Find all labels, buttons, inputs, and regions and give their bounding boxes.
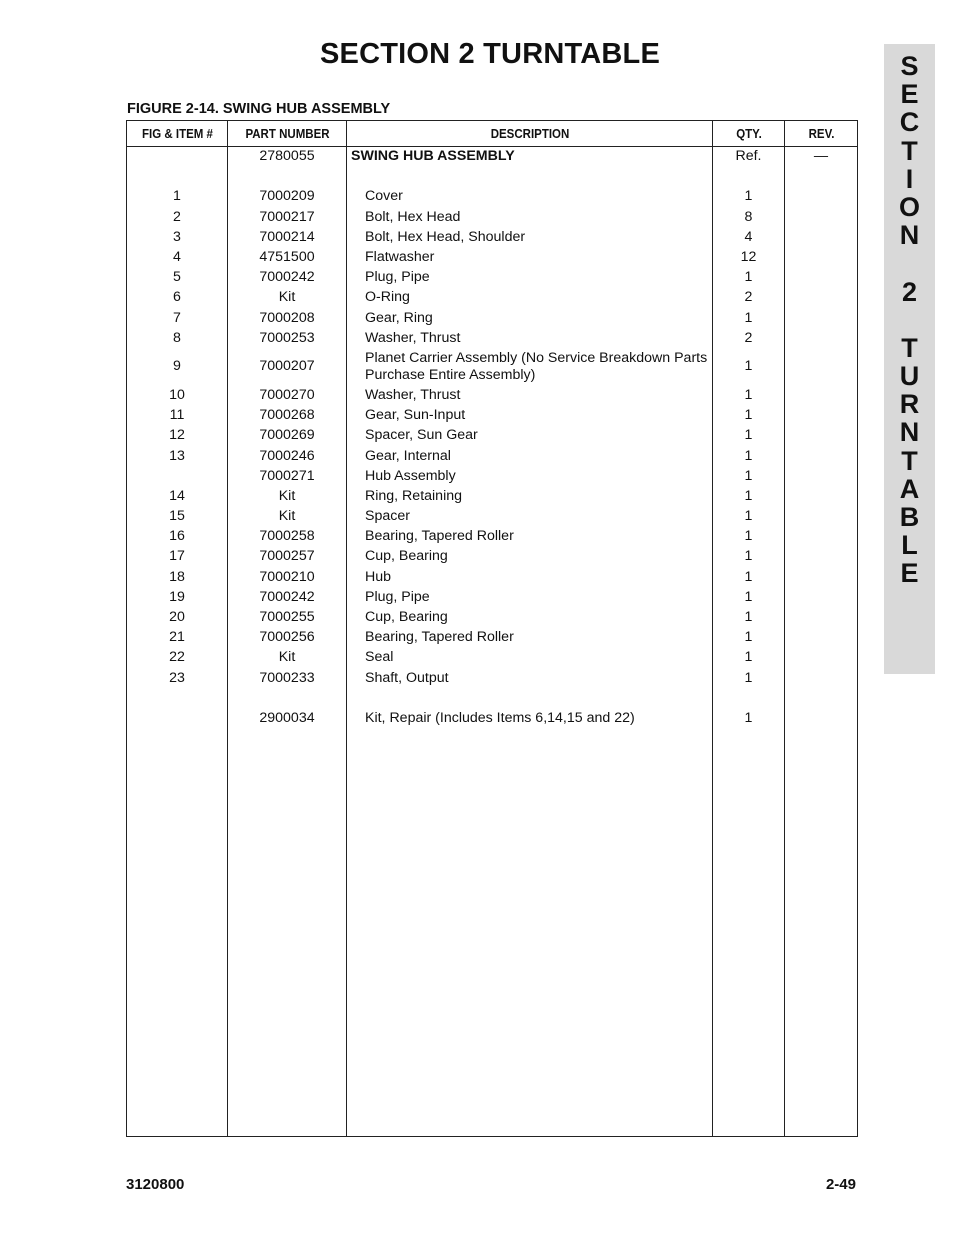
item-cell: 7: [127, 308, 228, 328]
part-number-cell: 7000210: [228, 567, 347, 587]
section-tab-letter: U: [899, 361, 920, 392]
rev-cell: [785, 207, 858, 227]
description-cell: [347, 607, 713, 627]
rev-cell: [785, 426, 858, 446]
col-header-description: DESCRIPTION: [361, 121, 698, 147]
rev-cell: [785, 268, 858, 288]
section-tab-letter: N: [899, 220, 920, 251]
qty-cell: 1: [713, 547, 785, 567]
item-cell: 5: [127, 268, 228, 288]
rev-cell: [785, 708, 858, 728]
qty-cell: [713, 688, 785, 708]
rev-cell: [785, 385, 858, 405]
item-cell: [127, 688, 228, 708]
table-header-row: [127, 121, 858, 147]
section-tab: [884, 44, 935, 674]
description-cell: [347, 708, 713, 728]
filler-cell: [347, 729, 713, 1137]
description-text: SWING HUB ASSEMBLY: [351, 148, 515, 165]
section-tab-letter: B: [899, 502, 920, 532]
description-cell: [347, 527, 713, 547]
description-cell: [347, 187, 713, 207]
description-cell: [347, 507, 713, 527]
description-text: Gear, Internal: [365, 447, 451, 464]
section-tab-letter: T: [901, 135, 918, 166]
part-number-cell: 7000268: [228, 406, 347, 426]
rev-cell: [785, 328, 858, 348]
qty-cell: 8: [713, 207, 785, 227]
table-row: [127, 385, 858, 405]
description-cell: [347, 486, 713, 506]
item-cell: 1: [127, 187, 228, 207]
qty-cell: 1: [713, 348, 785, 385]
description-text: Seal: [365, 649, 394, 666]
item-cell: [127, 708, 228, 728]
item-cell: 10: [127, 385, 228, 405]
description-cell: [347, 147, 713, 167]
table-row: [127, 527, 858, 547]
rev-cell: [785, 288, 858, 308]
description-text: Spacer: [365, 508, 410, 525]
description-cell: [347, 288, 713, 308]
description-cell: [347, 247, 713, 267]
part-number-cell: 7000253: [228, 328, 347, 348]
parts-table-body: [127, 147, 858, 1137]
part-number-cell: 2780055: [228, 147, 347, 167]
part-number-cell: 7000257: [228, 547, 347, 567]
table-row: [127, 607, 858, 627]
section-tab-gap: [884, 249, 935, 277]
rev-cell: [785, 446, 858, 466]
table-row: [127, 426, 858, 446]
description-text: O-Ring: [365, 289, 410, 306]
doc-number: 3120800: [126, 1176, 185, 1193]
qty-cell: 12: [713, 247, 785, 267]
description-cell: [347, 446, 713, 466]
part-number-cell: 7000214: [228, 227, 347, 247]
section-tab-letter: E: [900, 558, 919, 589]
table-row: [127, 446, 858, 466]
description-cell: [347, 567, 713, 587]
qty-cell: 1: [713, 308, 785, 328]
rev-cell: [785, 348, 858, 385]
rev-cell: [785, 187, 858, 207]
description-text: Bearing, Tapered Roller: [365, 629, 514, 646]
parts-table: [126, 120, 858, 1137]
description-text: Gear, Ring: [365, 309, 433, 326]
part-number-cell: 7000242: [228, 587, 347, 607]
item-cell: 13: [127, 446, 228, 466]
description-text: Bolt, Hex Head: [365, 208, 461, 225]
description-cell: [347, 466, 713, 486]
item-cell: 16: [127, 527, 228, 547]
item-cell: 23: [127, 668, 228, 688]
table-row: [127, 207, 858, 227]
rev-cell: [785, 247, 858, 267]
section-tab-letter: T: [901, 332, 918, 363]
table-row: [127, 406, 858, 426]
item-cell: 11: [127, 406, 228, 426]
col-header-item: FIG & ITEM #: [131, 121, 224, 147]
item-cell: 3: [127, 227, 228, 247]
table-row: [127, 147, 858, 167]
section-tab-letter: 2: [901, 276, 918, 307]
rev-cell: [785, 587, 858, 607]
rev-cell: [785, 167, 858, 187]
table-row: [127, 328, 858, 348]
part-number-cell: Kit: [228, 288, 347, 308]
table-row: [127, 466, 858, 486]
qty-cell: 1: [713, 385, 785, 405]
qty-cell: 1: [713, 268, 785, 288]
section-tab-letter: O: [898, 191, 920, 222]
item-cell: [127, 466, 228, 486]
figure-title: FIGURE 2-14. SWING HUB ASSEMBLY: [127, 101, 391, 117]
table-row: [127, 587, 858, 607]
section-tab-gap: [884, 306, 935, 334]
table-row: [127, 486, 858, 506]
description-cell: [347, 628, 713, 648]
rev-cell: [785, 567, 858, 587]
qty-cell: 1: [713, 567, 785, 587]
filler-cell: [228, 729, 347, 1137]
qty-cell: 1: [713, 527, 785, 547]
item-cell: [127, 167, 228, 187]
item-cell: 19: [127, 587, 228, 607]
item-cell: 17: [127, 547, 228, 567]
item-cell: 8: [127, 328, 228, 348]
table-row: [127, 187, 858, 207]
part-number-cell: 7000209: [228, 187, 347, 207]
section-tab-letter: R: [899, 389, 920, 420]
table-filler-row: [127, 729, 858, 1137]
item-cell: 14: [127, 486, 228, 506]
rev-cell: [785, 688, 858, 708]
description-cell: [347, 227, 713, 247]
part-number-cell: [228, 167, 347, 187]
description-cell: [347, 207, 713, 227]
item-cell: 6: [127, 288, 228, 308]
description-text: Washer, Thrust: [365, 386, 461, 403]
table-row: [127, 567, 858, 587]
description-cell: [347, 648, 713, 668]
item-cell: [127, 147, 228, 167]
section-tab-letter: A: [899, 473, 920, 504]
description-text: Planet Carrier Assembly (No Service Breakdown Parts Purchase Entire Assembly): [365, 349, 708, 383]
filler-cell: [127, 729, 228, 1137]
description-text: Gear, Sun-Input: [365, 407, 466, 424]
section-tab-letter: S: [900, 51, 919, 81]
section-tab-letter: N: [899, 417, 920, 448]
rev-cell: [785, 547, 858, 567]
description-cell: [347, 426, 713, 446]
qty-cell: 1: [713, 507, 785, 527]
item-cell: 22: [127, 648, 228, 668]
rev-cell: [785, 227, 858, 247]
description-text: Plug, Pipe: [365, 588, 430, 605]
description-text: Flatwasher: [365, 249, 435, 266]
table-row: [127, 668, 858, 688]
item-cell: 9: [127, 348, 228, 385]
description-cell: [347, 668, 713, 688]
qty-cell: 1: [713, 708, 785, 728]
part-number-cell: [228, 688, 347, 708]
description-text: Shaft, Output: [365, 669, 449, 686]
qty-cell: 1: [713, 628, 785, 648]
item-cell: 18: [127, 567, 228, 587]
part-number-cell: Kit: [228, 507, 347, 527]
qty-cell: 1: [713, 187, 785, 207]
table-row: [127, 507, 858, 527]
page-title: SECTION 2 TURNTABLE: [320, 38, 660, 70]
qty-cell: 1: [713, 607, 785, 627]
item-cell: 2: [127, 207, 228, 227]
description-text: Washer, Thrust: [365, 329, 461, 346]
section-tab-letters: [884, 52, 935, 588]
table-row: [127, 247, 858, 267]
part-number-cell: 7000258: [228, 527, 347, 547]
table-row: [127, 268, 858, 288]
description-text: Bearing, Tapered Roller: [365, 528, 514, 545]
qty-cell: 1: [713, 466, 785, 486]
description-text: Bolt, Hex Head, Shoulder: [365, 228, 526, 245]
description-text: Cup, Bearing: [365, 548, 448, 565]
rev-cell: [785, 668, 858, 688]
part-number-cell: 2900034: [228, 708, 347, 728]
part-number-cell: 7000217: [228, 207, 347, 227]
qty-cell: 4: [713, 227, 785, 247]
rev-cell: [785, 527, 858, 547]
page-number: 2-49: [825, 1176, 856, 1193]
part-number-cell: 7000208: [228, 308, 347, 328]
part-number-cell: 7000246: [228, 446, 347, 466]
description-text: Hub Assembly: [365, 467, 456, 484]
part-number-cell: 7000207: [228, 348, 347, 385]
qty-cell: 2: [713, 328, 785, 348]
section-tab-letter: E: [900, 79, 919, 110]
qty-cell: 1: [713, 648, 785, 668]
part-number-cell: Kit: [228, 648, 347, 668]
rev-cell: [785, 466, 858, 486]
qty-cell: 2: [713, 288, 785, 308]
filler-cell: [785, 729, 858, 1137]
description-cell: [347, 385, 713, 405]
qty-cell: 1: [713, 587, 785, 607]
description-cell: [347, 308, 713, 328]
section-tab-letter: C: [899, 107, 920, 138]
qty-cell: 1: [713, 406, 785, 426]
table-row: [127, 288, 858, 308]
part-number-cell: 7000270: [228, 385, 347, 405]
rev-cell: [785, 308, 858, 328]
table-row: [127, 547, 858, 567]
description-text: Plug, Pipe: [365, 269, 430, 286]
section-tab-letter: I: [905, 163, 914, 194]
rev-cell: [785, 507, 858, 527]
table-row: [127, 308, 858, 328]
rev-cell: —: [785, 147, 858, 167]
part-number-cell: 7000242: [228, 268, 347, 288]
description-cell: [347, 268, 713, 288]
table-row: [127, 688, 858, 708]
part-number-cell: 4751500: [228, 247, 347, 267]
part-number-cell: 7000255: [228, 607, 347, 627]
item-cell: 15: [127, 507, 228, 527]
qty-cell: 1: [713, 486, 785, 506]
rev-cell: [785, 628, 858, 648]
item-cell: 12: [127, 426, 228, 446]
section-tab-letter: T: [901, 445, 918, 476]
item-cell: 20: [127, 607, 228, 627]
part-number-cell: 7000233: [228, 668, 347, 688]
part-number-cell: 7000256: [228, 628, 347, 648]
qty-cell: Ref.: [713, 147, 785, 167]
description-cell: [347, 348, 713, 385]
description-cell: [347, 688, 713, 708]
description-text: Hub: [365, 568, 392, 585]
qty-cell: 1: [713, 426, 785, 446]
description-cell: [347, 167, 713, 187]
description-text: Spacer, Sun Gear: [365, 427, 478, 444]
description-text: Kit, Repair (Includes Items 6,14,15 and 22): [365, 709, 635, 726]
description-cell: [347, 547, 713, 567]
table-row: [127, 227, 858, 247]
description-text: Ring, Retaining: [365, 487, 463, 504]
description-text: Cover: [365, 188, 403, 205]
description-cell: [347, 406, 713, 426]
part-number-cell: 7000271: [228, 466, 347, 486]
part-number-cell: Kit: [228, 486, 347, 506]
item-cell: 4: [127, 247, 228, 267]
section-tab-letter: L: [901, 530, 918, 561]
table-row: [127, 708, 858, 728]
rev-cell: [785, 648, 858, 668]
item-cell: 21: [127, 628, 228, 648]
table-row: [127, 628, 858, 648]
part-number-cell: 7000269: [228, 426, 347, 446]
rev-cell: [785, 607, 858, 627]
rev-cell: [785, 406, 858, 426]
col-header-qty: QTY.: [715, 121, 781, 147]
qty-cell: 1: [713, 668, 785, 688]
description-cell: [347, 328, 713, 348]
rev-cell: [785, 486, 858, 506]
description-cell: [347, 587, 713, 607]
table-row: [127, 167, 858, 187]
qty-cell: 1: [713, 446, 785, 466]
description-text: Cup, Bearing: [365, 609, 448, 626]
col-header-rev: REV.: [787, 121, 854, 147]
table-row: [127, 348, 858, 385]
qty-cell: [713, 167, 785, 187]
filler-cell: [713, 729, 785, 1137]
table-row: [127, 648, 858, 668]
col-header-part-number: PART NUMBER: [232, 121, 341, 147]
